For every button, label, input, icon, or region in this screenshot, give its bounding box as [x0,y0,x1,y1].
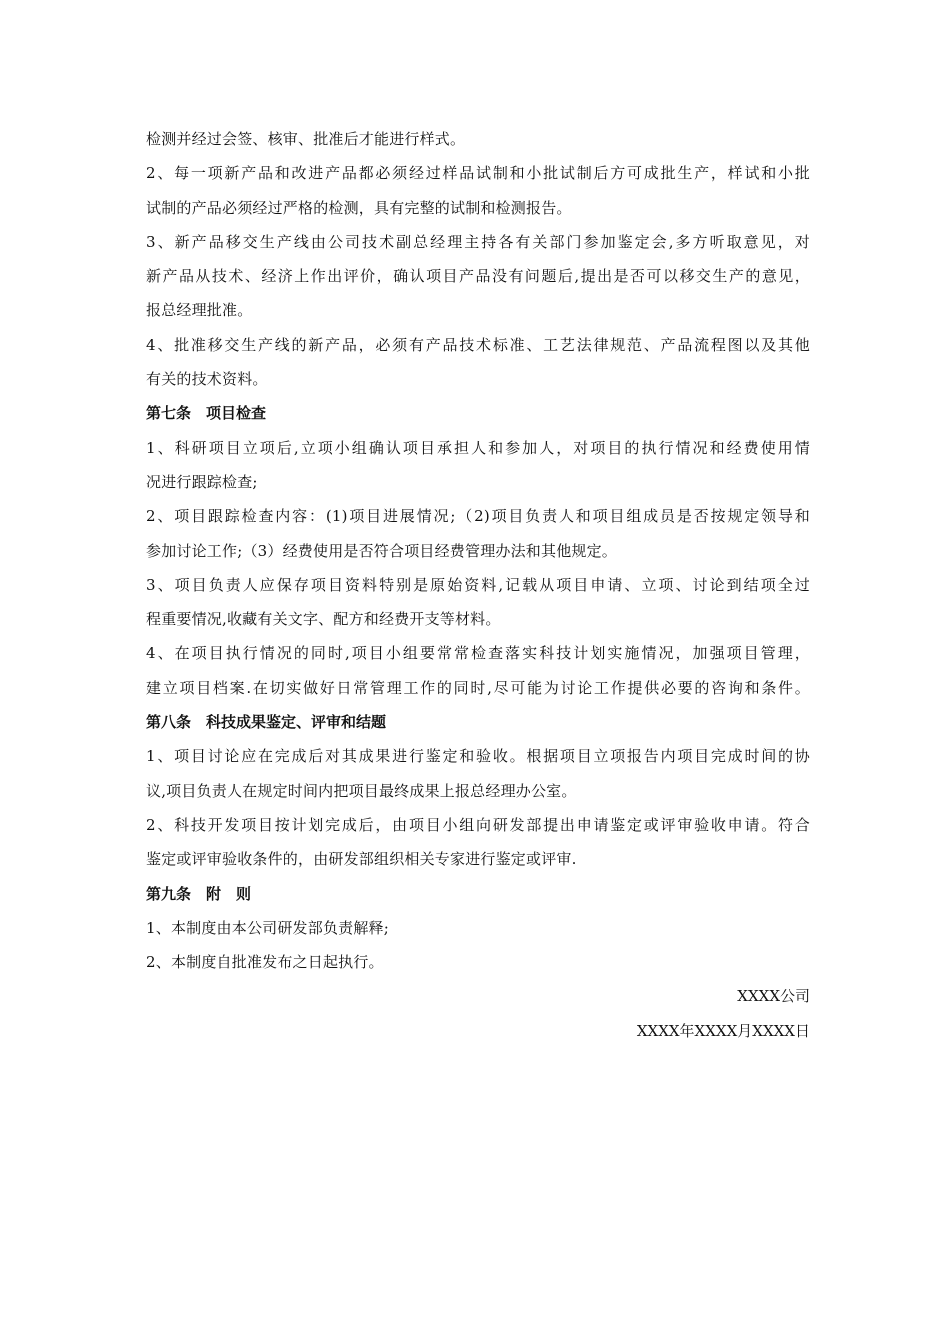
paragraph-line: 4、批准移交生产线的新产品，必须有产品技术标准、工艺法律规范、产品流程图以及其他 [146,335,810,354]
paragraph-line: 2、项目跟踪检查内容：(1)项目进展情况;（2)项目负责人和项目组成员是否按规定领导和 [146,507,810,526]
paragraph-line: 4、在项目执行情况的同时,项目小组要常常检查落实科技计划实施情况，加强项目管理， [146,644,810,663]
paragraph-line: 2、每一项新产品和改进产品都必须经过样品试制和小批试制后方可成批生产，样试和小批 [146,164,810,183]
article-9-heading: 第九条 附 则 [146,884,252,903]
paragraph-line: 有关的技术资料。 [146,370,268,389]
paragraph-line: 报总经理批准。 [146,301,253,320]
article-8-heading: 第八条 科技成果鉴定、评审和结题 [146,713,387,732]
paragraph-line: 试制的产品必须经过严格的检测，具有完整的试制和检测报告。 [146,198,572,217]
paragraph-line: 议,项目负责人在规定时间内把项目最终成果上报总经理办公室。 [146,781,577,800]
article-7-heading: 第七条 项目检查 [146,404,267,423]
paragraph-line: 2、科技开发项目按计划完成后，由项目小组向研发部提出申请鉴定或评审验收申请。符合 [146,815,810,834]
paragraph-line: 1、本制度由本公司研发部负责解释; [146,918,389,937]
signature-company: XXXX公司 [737,987,810,1006]
signature-date: XXXX年XXXX月XXXX日 [636,1021,810,1040]
paragraph-line: 况进行跟踪检查; [146,472,258,491]
paragraph-line: 1、科研项目立项后,立项小组确认项目承担人和参加人，对项目的执行情况和经费使用情 [146,438,810,457]
paragraph-line: 3、项目负责人应保存项目资料特别是原始资料,记载从项目申请、立项、讨论到结项全过 [146,575,810,594]
paragraph-line: 建立项目档案.在切实做好日常管理工作的同时,尽可能为讨论工作提供必要的咨询和条件。 [146,678,810,697]
paragraph-line: 2、本制度自批准发布之日起执行。 [146,953,384,972]
paragraph-line: 参加讨论工作;（3）经费使用是否符合项目经费管理办法和其他规定。 [146,541,618,560]
paragraph-line: 鉴定或评审验收条件的，由研发部组织相关专家进行鉴定或评审. [146,850,577,869]
paragraph-line: 1、项目讨论应在完成后对其成果进行鉴定和验收。根据项目立项报告内项目完成时间的协 [146,747,810,766]
paragraph-line: 3、新产品移交生产线由公司技术副总经理主持各有关部门参加鉴定会,多方听取意见，对 [146,232,810,251]
document-body [146,122,810,1048]
paragraph-line: 新产品从技术、经济上作出评价，确认项目产品没有问题后,提出是否可以移交生产的意见， [146,267,810,286]
paragraph-line: 程重要情况,收藏有关文字、配方和经费开支等材料。 [146,610,501,629]
paragraph-line: 检测并经过会签、核审、批准后才能进行样式。 [146,130,466,148]
